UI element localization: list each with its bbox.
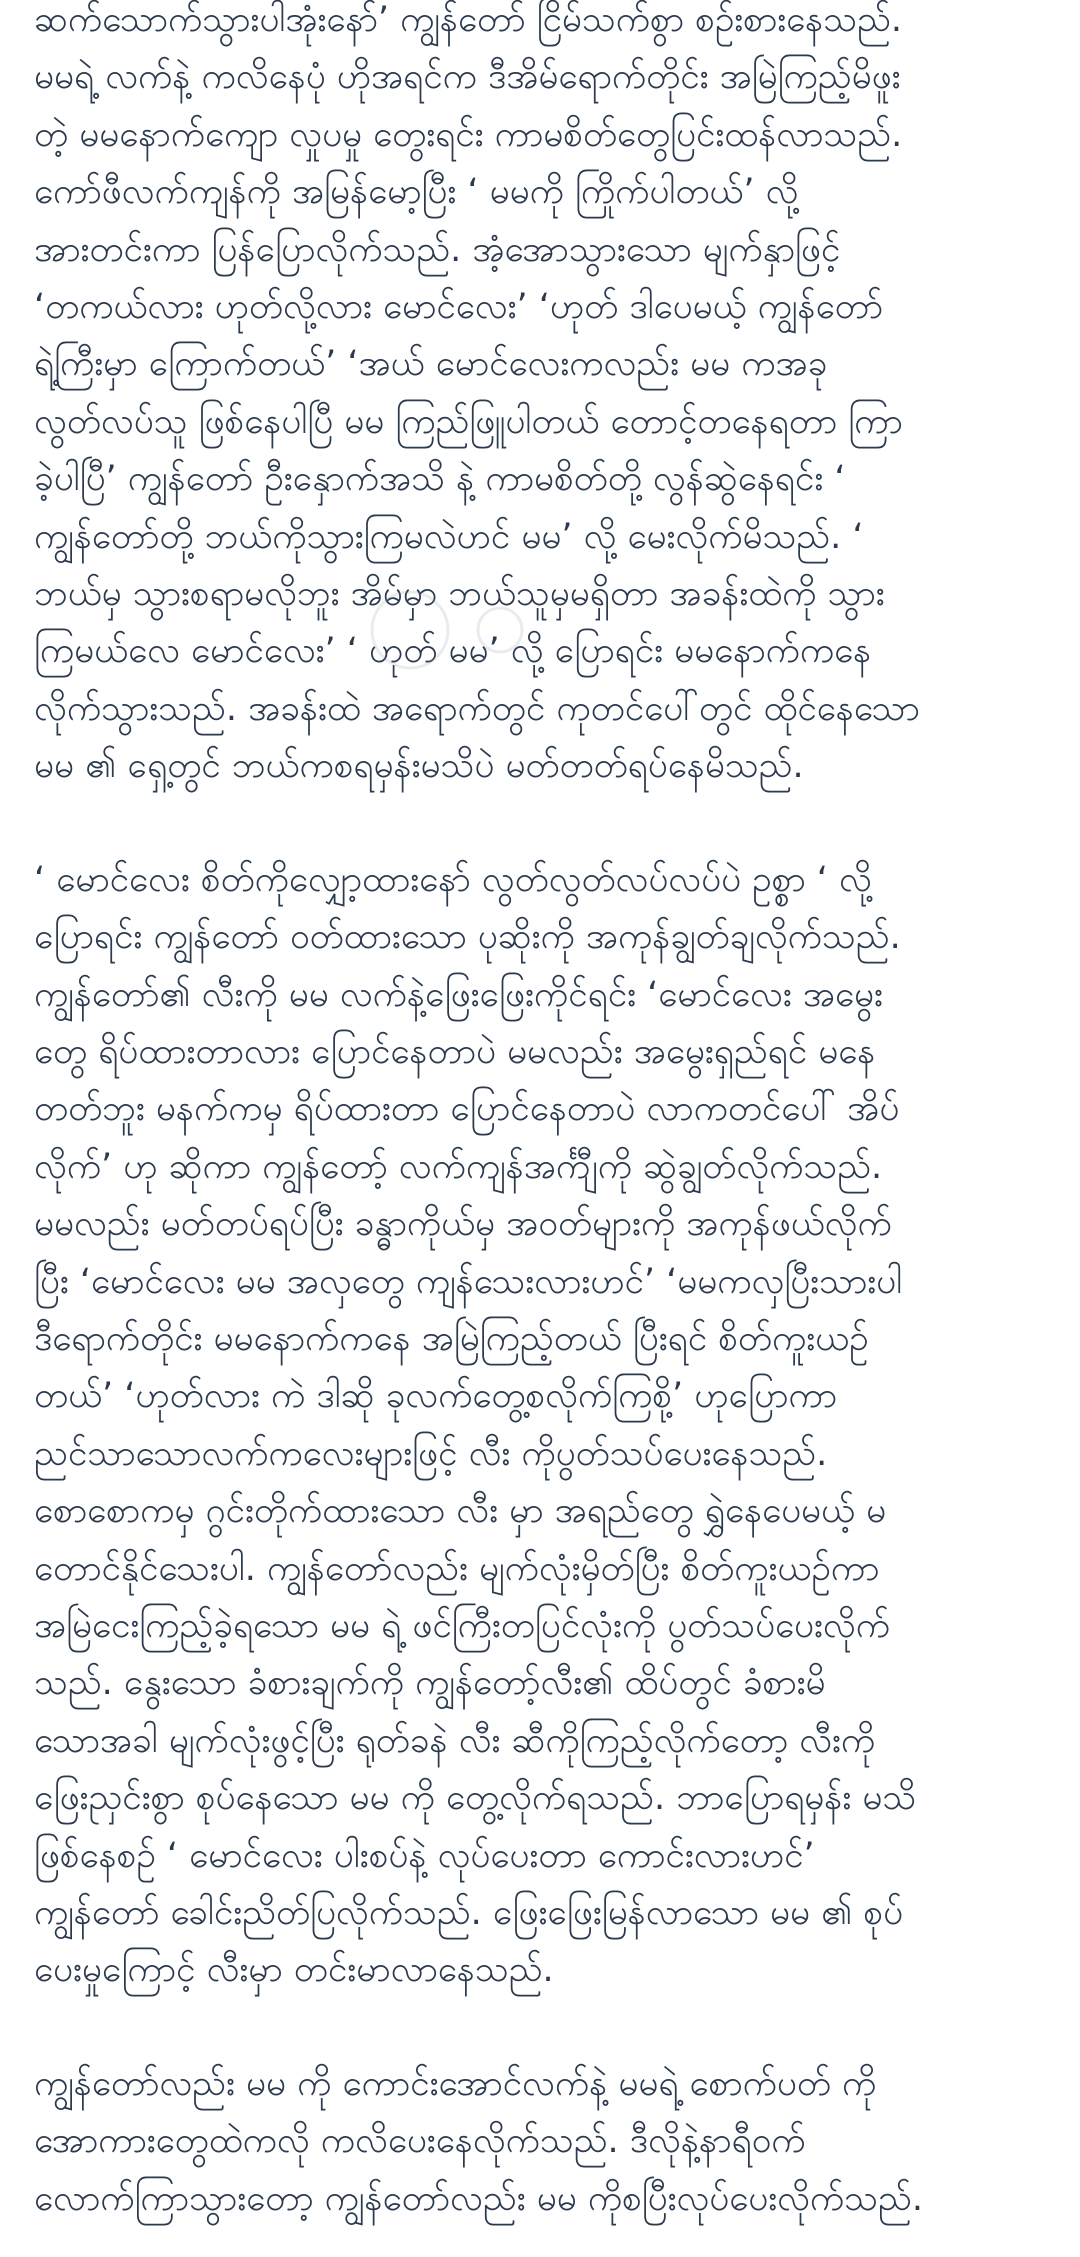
paragraph: [34, 852, 1046, 2000]
text-line: ‘ မောင်လေး စိတ်ကိုလျှော့ထားနော် လွတ်လွတ်လပ်လပ်ပဲ ဥစ္စာ ‘ လို့: [34, 859, 872, 900]
paragraph: [34, 2056, 1046, 2228]
text-line: တဲ့ မမနောက်ကျော လှုပမှု တွေးရင်း ကာမစိတ်တွေပြင်းထန်လာသည်.: [34, 114, 903, 155]
text-line: ကြမယ်လေ မောင်လေး’ ‘ ဟုတ် မမ’ လို့ ပြောရင်း မမနောက်ကနေ: [34, 631, 872, 672]
text-line: ကျွန်တော်တို့ ဘယ်ကိုသွားကြမလဲဟင် မမ’ လို့ မေးလိုက်မိသည်. ‘: [34, 516, 864, 557]
text-line: ဘယ်မှ သွားစရာမလိုဘူး အိမ်မှာ ဘယ်သူမှမရှိတာ အခန်းထဲကို သွား: [34, 574, 885, 615]
text-line: ပြီး ‘မောင်လေး မမ အလှတွေ ကျန်သေးလားဟင်’ ‘မမကလှပြီးသားပါ: [34, 1261, 903, 1302]
text-line: အားတင်းကာ ပြန်ပြောလိုက်သည်. အံ့အောသွားသော မျက်နှာဖြင့်: [34, 229, 841, 270]
text-line: အမြဲငေးကြည့်ခဲ့ရသော မမ ရဲ့ ဖင်ကြီးတပြင်လုံးကို ပွတ်သပ်ပေးလိုက်: [34, 1605, 890, 1646]
text-line: ကော်ဖီလက်ကျန်ကို အမြန်မော့ပြီး ‘ မမကို ကြိုက်ပါတယ်’ လို့: [34, 172, 799, 213]
text-line: တွေ ရိပ်ထားတာလား ပြောင်နေတာပဲ မမလည်း အမွေးရှည်ရင် မနေ: [34, 1031, 876, 1072]
text-line: ဖြေးညှင်းစွာ စုပ်နေသော မမ ကို တွေ့လိုက်ရသည်. ဘာပြောရမှန်း မသိ: [34, 1778, 917, 1819]
text-line: လွတ်လပ်သူ ဖြစ်နေပါပြီ မမ ကြည်ဖြူပါတယ် တောင့်တနေရတာ ကြာ: [34, 401, 903, 442]
text-line: တောင်နိုင်သေးပါ. ကျွန်တော်လည်း မျက်လုံးမှိတ်ပြီး စိတ်ကူးယဉ်ကာ: [34, 1548, 880, 1589]
text-line: ညင်သာသောလက်ကလေးများဖြင့် လီး ကိုပွတ်သပ်ပေးနေသည်.: [34, 1433, 828, 1474]
text-line: ကျွန်တော်၏ လီးကို မမ လက်နဲ့ဖြေးဖြေးကိုင်ရင်း ‘မောင်လေး အမွေး: [34, 974, 883, 1015]
text-line: ပေးမှုကြောင့် လီးမှာ တင်းမာလာနေသည်.: [34, 1950, 554, 1991]
text-line: ပြောရင်း ကျွန်တော် ဝတ်ထားသော ပုဆိုးကို အကုန်ချွတ်ချလိုက်သည်.: [34, 917, 901, 958]
text-line: လိုက်သွားသည်. အခန်းထဲ အရောက်တွင် ကုတင်ပေါ်တွင် ထိုင်နေသော: [34, 688, 920, 729]
text-line: အောကားတွေထဲကလို ကလိပေးနေလိုက်သည်. ဒီလိုနဲ့နာရီဝက်: [34, 2121, 806, 2162]
text-line: ကျွန်တော် ခေါင်းညိတ်ပြလိုက်သည်. ဖြေးဖြေးမြန်လာသော မမ ၏ စုပ်: [34, 1893, 904, 1933]
text-line: ဒီရောက်တိုင်း မမနောက်ကနေ အမြဲကြည့်တယ် ပြီးရင် စိတ်ကူးယဉ်: [34, 1318, 869, 1359]
text-line: ခဲ့ပါပြီ’ ကျွန်တော် ဦးနှောက်အသိ နဲ့ ကာမစိတ်တို့ လွန်ဆွဲနေရင်း ‘: [34, 459, 846, 500]
text-line: လိုက်’ ဟု ဆိုကာ ကျွန်တော့် လက်ကျန်အင်္ကျီကို ဆွဲချွတ်လိုက်သည်.: [34, 1146, 883, 1187]
text-line: ရဲ့ကြီးမှာ ကြောက်တယ်’ ‘အယ် မောင်လေးကလည်း မမ ကအခု: [34, 344, 828, 385]
text-line: စောစောကမှ ဂွင်းတိုက်ထားသော လီး မှာ အရည်တွေ ရွှဲနေပေမယ့် မ: [34, 1491, 887, 1532]
text-line: သည်. နွေးသော ခံစားချက်ကို ကျွန်တော့်လီး၏ ထိပ်တွင် ခံစားမိ: [34, 1663, 826, 1704]
text-line: ‘တကယ်လား ဟုတ်လို့လား မောင်လေး’ ‘ဟုတ် ဒါပေမယ့် ကျွန်တော်: [34, 287, 884, 328]
text-line: မမရဲ့ လက်နဲ့ ကလိနေပုံ ဟိုအရင်က ဒီအိမ်ရောက်တိုင်း အမြဲကြည့်မိဖူး: [34, 57, 901, 98]
text-line: တတ်ဘူး မနက်ကမှ ရိပ်ထားတာ ပြောင်နေတာပဲ လာကတင်ပေါ် အိပ်: [34, 1089, 900, 1130]
text-line: ဖြစ်နေစဉ် ‘ မောင်လေး ပါးစပ်နဲ့ လုပ်ပေးတာ ကောင်းလားဟင်’: [34, 1835, 815, 1876]
text-line: ဆက်သောက်သွားပါအုံးနော်’ ကျွန်တော် ငြိမ်သက်စွာ စဉ်းစားနေသည်.: [34, 0, 903, 40]
paragraph: [34, 0, 1046, 796]
text-line: လောက်ကြာသွားတော့ ကျွန်တော်လည်း မမ ကိုစပြီးလုပ်ပေးလိုက်သည်.: [34, 2178, 923, 2219]
article-body: [34, 0, 1046, 2257]
text-line: မမလည်း မတ်တပ်ရပ်ပြီး ခန္ဓာကိုယ်မှ အဝတ်များကို အကုန်ဖယ်လိုက်: [34, 1204, 892, 1245]
text-line: ကျွန်တော်လည်း မမ ကို ကောင်းအောင်လက်နဲ့ မမရဲ့ စောက်ပတ် ကို: [34, 2063, 877, 2104]
text-line: မမ ၏ ရှေ့တွင် ဘယ်ကစရမှန်းမသိပဲ မတ်တတ်ရပ်နေမိသည်.: [34, 746, 804, 787]
text-line: တယ်’ ‘ဟုတ်လား ကဲ ဒါဆို ခုလက်တွေ့စလိုက်ကြစို့’ ဟုပြောကာ: [34, 1376, 838, 1417]
text-line: သောအခါ မျက်လုံးဖွင့်ပြီး ရုတ်ခနဲ လီး ဆီကိုကြည့်လိုက်တော့ လီးကို: [34, 1720, 876, 1761]
